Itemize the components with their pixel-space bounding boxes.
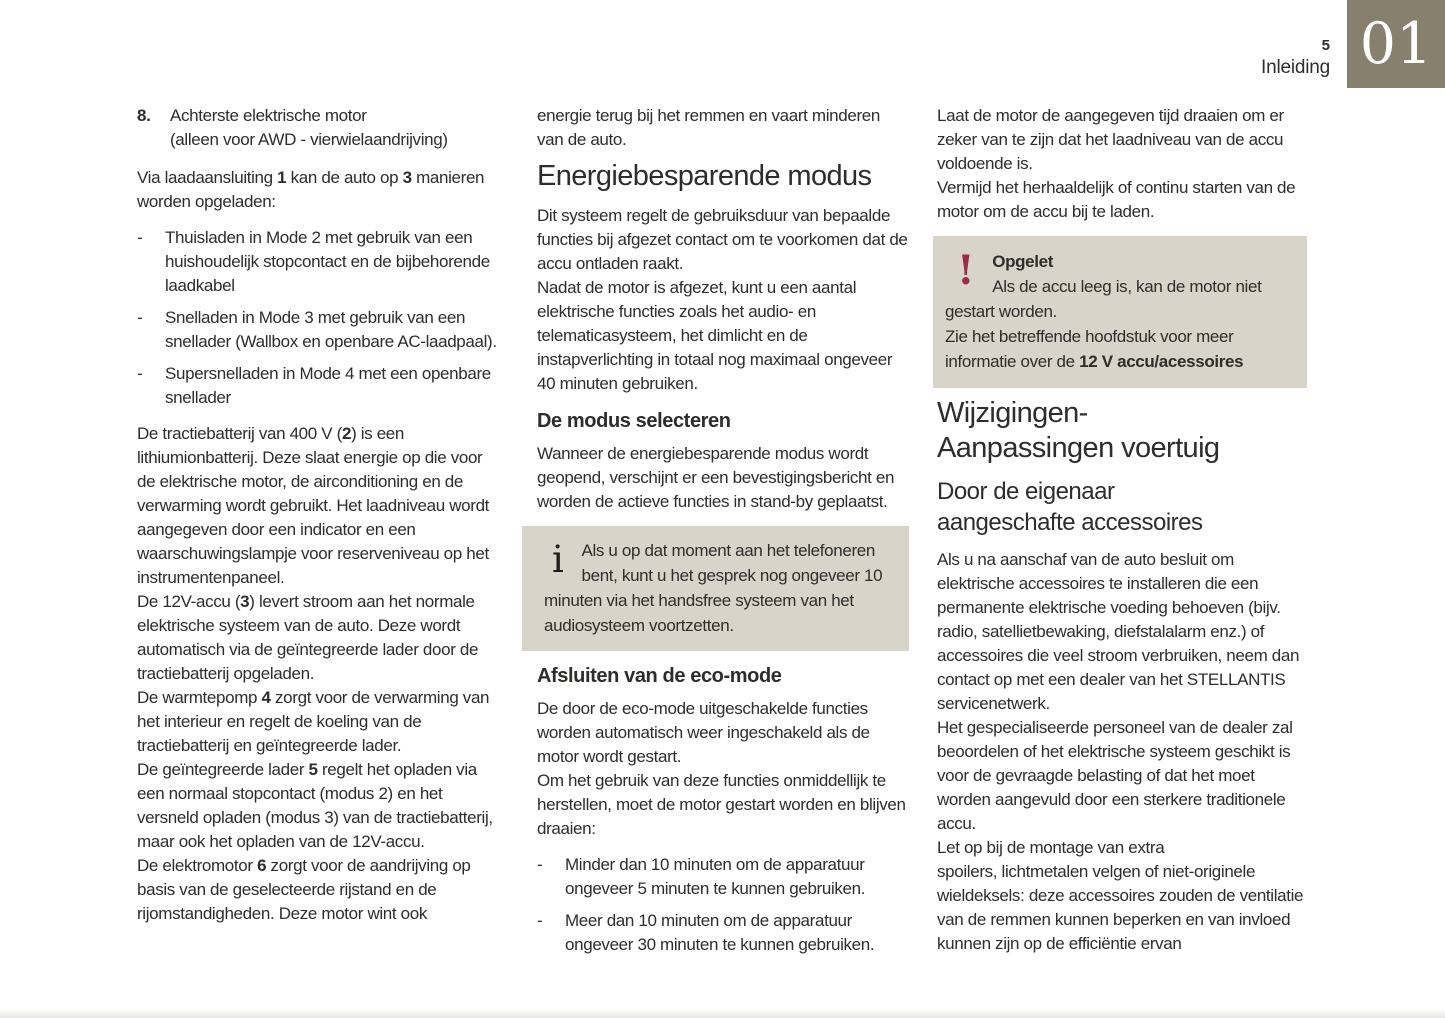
bullet-dash: - <box>137 228 143 247</box>
list-item-text: Minder dan 10 minuten om de apparatuur ongeveer 5 minuten te kunnen gebruiken. <box>565 855 866 898</box>
list-item-text: Meer dan 10 minuten om de apparatuur ongeveer 30 minuten te kunnen gebruiken. <box>565 911 875 954</box>
list-item <box>137 306 503 354</box>
list-item <box>137 362 503 410</box>
column-middle <box>537 104 909 969</box>
numbered-list-item <box>137 104 503 152</box>
bullet-list <box>537 853 909 957</box>
paragraph: Als u na aanschaf van de auto besluit om elektrische accessoires te installeren die een permanente elektrische voeding behoeven (bijv. radio, satellietbewaking, diefstalalarm enz.) of accessoires die veel stroom verbruiken, neem dan contact op met een dealer van het STELLANTIS servicenetwerk. Het gespecialiseerde personeel van de dealer zal beoordelen of het elektrische systeem geschikt is voor de gevraagde belasting of dat het moet worden aangevuld door een sterkere traditionele accu. Let op bij de montage van extra spoilers, lichtmetalen velgen of niet-originele wieldeksels: deze accessoires zouden de ventilatie van de remmen kunnen beperken en van invloed kunnen zijn op de efficiëntie ervan <box>937 550 1304 953</box>
page-number: 5 <box>1321 37 1330 54</box>
bullet-dash: - <box>137 308 143 327</box>
heading-energiebesparende-modus: Energiebesparende modus <box>537 160 872 192</box>
paragraph: Via laadaansluiting 1 kan de auto op 3 manieren worden opgeladen: <box>137 168 485 211</box>
bullet-list <box>137 226 503 410</box>
heading-wijzigingen-aanpassingen: Wijzigingen- Aanpassingen voertuig <box>937 397 1220 464</box>
chapter-number-badge <box>1347 0 1445 88</box>
list-item-text: Thuisladen in Mode 2 met gebruik van een huishoudelijk stopcontact en de bijbehorende laadkabel <box>165 228 490 295</box>
list-item <box>137 226 503 298</box>
list-item-text: Supersnelladen in Mode 4 met een openbare snellader <box>165 364 491 407</box>
column-right <box>937 104 1307 956</box>
subheading-door-de-eigenaar: Door de eigenaar aangeschafte accessoires <box>937 478 1203 536</box>
column-left <box>137 104 503 926</box>
bullet-dash: - <box>537 911 543 930</box>
bullet-dash: - <box>137 364 143 383</box>
paragraph: Dit systeem regelt de gebruiksduur van bepaalde functies bij afgezet contact om te voorkomen dat de accu ontladen raakt. Nadat de motor is afgezet, kunt u een aantal elektrische functies zoals het audio- en telematicasysteem, het dimlicht en de instapverlichting in totaal nog maximaal ongeveer 40 minuten gebruiken. <box>537 206 908 393</box>
warning-box <box>933 236 1307 388</box>
paragraph: Wanneer de energiebesparende modus wordt geopend, verschijnt er een bevestigingsbericht en worden de actieve functies in stand-by geplaatst. <box>537 444 895 511</box>
chapter-number: 01 <box>1359 11 1433 77</box>
paragraph: De door de eco-mode uitgeschakelde functies worden automatisch weer ingeschakeld als de motor wordt gestart. Om het gebruik van deze functies onmiddellijk te herstellen, moet de motor gestart worden en blijven draaien: <box>537 699 906 838</box>
note-text: Als u op dat moment aan het telefoneren bent, kunt u het gesprek nog ongeveer 10 minuten via het handsfree systeem van het audiosysteem voortzetten. <box>544 541 883 635</box>
info-icon: i <box>552 538 564 581</box>
page-bottom-edge <box>0 1009 1445 1018</box>
paragraph: De tractiebatterij van 400 V (2) is een lithiumionbatterij. Deze slaat energie op die voor de elektrische motor, de airconditioning en de verwarming wordt gebruikt. Het laadniveau wordt aangegeven door een indicator en een waarschuwingslampje voor reserveniveau op het instrumentenpaneel. De 12V-accu (3) levert stroom aan het normale elektrische systeem van de auto. Deze wordt automatisch via de geïntegreerde lader door de tractiebatterij opgeladen. De warmtepomp 4 zorgt voor de verwarming van het interieur en regelt de koeling van de tractiebatterij en geïntegreerde lader. De geïntegreerde lader 5 regelt het opladen via een normaal stopcontact (modus 2) en het versneld opladen (modus 3) van de tractiebatterij, maar ook het opladen van de 12V-accu. De elektromotor 6 zorgt voor de aandrijving op basis van de geselecteerde rijstand en de rijomstandigheden. Deze motor wint ook <box>137 424 493 923</box>
section-title: Inleiding <box>1261 57 1330 78</box>
item-number: 8. <box>137 106 151 125</box>
bullet-dash: - <box>537 855 543 874</box>
warning-icon: ! <box>957 247 975 294</box>
list-item <box>537 909 909 957</box>
list-item-text: Snelladen in Mode 3 met gebruik van een snellader (Wallbox en openbare AC-laadpaal). <box>165 308 497 351</box>
subheading-de-modus-selecteren: De modus selecteren <box>537 410 731 432</box>
paragraph: energie terug bij het remmen en vaart minderen van de auto. <box>537 106 880 149</box>
list-item <box>537 853 909 901</box>
subheading-afsluiten-eco-mode: Afsluiten van de eco-mode <box>537 665 782 687</box>
item-text: Achterste elektrische motor (alleen voor AWD - vierwielaandrijving) <box>170 106 448 149</box>
warning-title: Opgelet <box>992 252 1054 271</box>
warning-text: Als de accu leeg is, kan de motor niet gestart worden. Zie het betreffende hoofdstuk voor meer informatie over de 12 V accu/acessoires <box>945 277 1262 371</box>
paragraph: Laat de motor de aangegeven tijd draaien om er zeker van te zijn dat het laadniveau van de accu voldoende is. Vermijd het herhaaldelijk of continu starten van de motor om de accu bij te laden. <box>937 106 1296 221</box>
info-note-box <box>522 526 909 651</box>
